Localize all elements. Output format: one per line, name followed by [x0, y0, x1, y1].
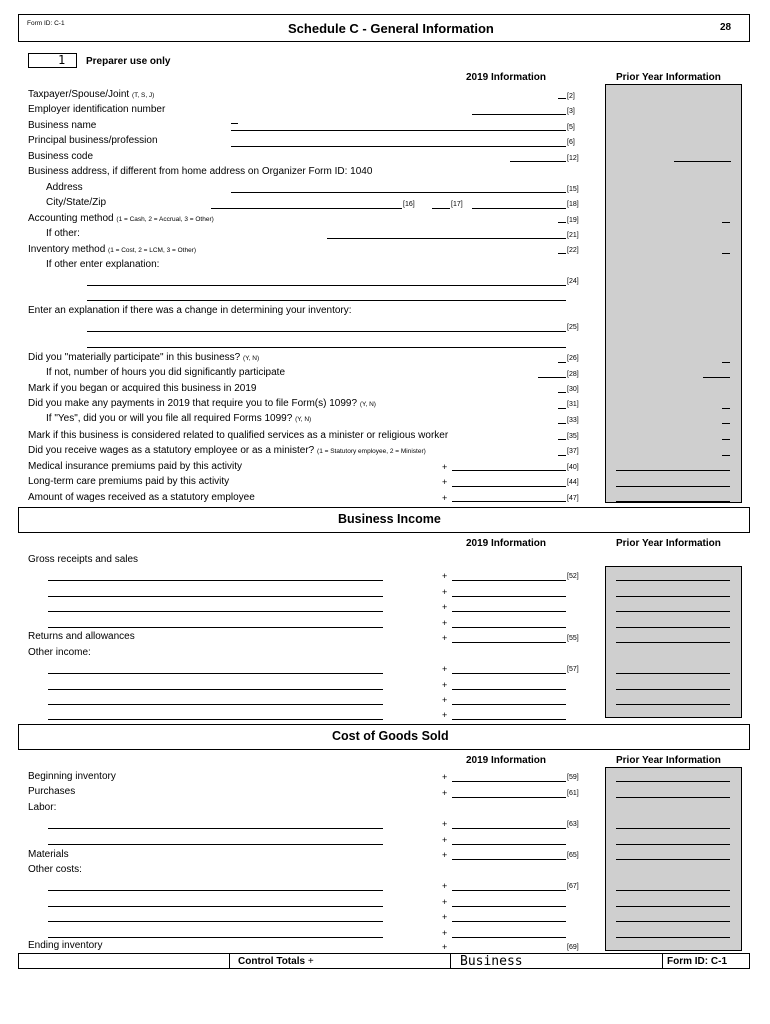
income-col-prior: Prior Year Information: [616, 538, 721, 549]
zip-field[interactable]: [472, 208, 566, 209]
ltc-label: Long-term care premiums paid by this activity: [28, 476, 230, 487]
inventory-field[interactable]: [558, 253, 566, 254]
other-costs-desc-3[interactable]: [48, 921, 383, 922]
ltc-ref: [44]: [567, 479, 579, 486]
ending-ref: [69]: [567, 944, 579, 951]
state-field[interactable]: [432, 208, 450, 209]
business-name-dash: [231, 123, 238, 124]
minister-field[interactable]: [558, 439, 566, 440]
other-income-amount-1[interactable]: [452, 673, 566, 674]
gross-desc-2[interactable]: [48, 596, 383, 597]
taxpayer-field[interactable]: [558, 98, 566, 99]
city-label: City/State/Zip: [46, 197, 107, 208]
inventory-label: Inventory method (1 = Cost, 2 = LCM, 3 = Other): [28, 244, 197, 255]
prior-gross-1: [616, 580, 730, 581]
other-costs-amount-1[interactable]: [452, 890, 566, 891]
materials-ref: [65]: [567, 852, 579, 859]
labor-amount-2[interactable]: [452, 844, 566, 845]
gross-amount-2[interactable]: [452, 596, 566, 597]
prior-materially-field: [722, 362, 730, 363]
beginning-plus: +: [442, 772, 448, 782]
labor-amount-1[interactable]: [452, 828, 566, 829]
purchases-field[interactable]: [452, 797, 566, 798]
col-header-current: 2019 Information: [466, 72, 547, 83]
materially-label: Did you "materially participate" in this business? (Y, N): [28, 352, 260, 363]
address-intro: Business address, if different from home address on Organizer Form ID: 1040: [28, 166, 373, 177]
other-costs-ref: [67]: [567, 883, 579, 890]
statutory-field[interactable]: [558, 455, 566, 456]
prior-inventory-field: [722, 253, 730, 254]
materials-plus: +: [442, 850, 448, 860]
ein-ref: [3]: [567, 108, 575, 115]
labor-label: Labor:: [28, 802, 57, 813]
gross-plus-3: +: [442, 602, 448, 612]
gross-amount-4[interactable]: [452, 627, 566, 628]
ending-plus: +: [442, 942, 448, 952]
control-totals-label: Control Totals +: [238, 956, 314, 967]
principal-label: Principal business/profession: [28, 135, 158, 146]
payments-label: Did you make any payments in 2019 that require you to file Form(s) 1099? (Y, N): [28, 398, 376, 409]
business-income-title: Business Income: [338, 512, 441, 526]
ending-label: Ending inventory: [28, 940, 103, 951]
labor-plus-2: +: [442, 835, 448, 845]
prior-other-costs-2: [616, 906, 730, 907]
inventory-other-label: If other enter explanation:: [46, 259, 160, 270]
footer-form-id: Form ID: C-1: [667, 956, 727, 967]
returns-field[interactable]: [452, 642, 566, 643]
footer-divider-3: [662, 953, 663, 969]
page-number: 28: [720, 22, 732, 33]
address-field[interactable]: [231, 192, 566, 193]
if-other-label: If other:: [46, 228, 80, 239]
inventory-other-field-2[interactable]: [87, 300, 566, 301]
prior-beginning-field: [616, 781, 730, 782]
returns-ref: [55]: [567, 635, 579, 642]
business-stamp: Business: [460, 954, 523, 969]
prior-labor-1: [616, 828, 730, 829]
gross-amount-1[interactable]: [452, 580, 566, 581]
other-income-plus-2: +: [442, 680, 448, 690]
gross-plus-4: +: [442, 618, 448, 628]
address-label: Address: [46, 182, 83, 193]
gross-plus-2: +: [442, 587, 448, 597]
prior-other-costs-3: [616, 921, 730, 922]
address-ref: [15]: [567, 186, 579, 193]
labor-desc-2[interactable]: [48, 844, 383, 845]
payments-ref: [31]: [567, 401, 579, 408]
business-name-label: Business name: [28, 120, 97, 131]
gross-label: Gross receipts and sales: [28, 554, 139, 565]
other-costs-label: Other costs:: [28, 864, 82, 875]
other-costs-desc-4[interactable]: [48, 937, 383, 938]
state-ref: [17]: [451, 201, 463, 208]
change-label: Enter an explanation if there was a change in determining your inventory:: [28, 305, 352, 316]
cogs-col-current: 2019 Information: [466, 755, 547, 766]
prior-ltc-field: [616, 486, 730, 487]
prior-filed-field: [722, 423, 730, 424]
other-income-ref: [57]: [567, 666, 579, 673]
prior-returns-field: [616, 642, 730, 643]
medical-ref: [40]: [567, 464, 579, 471]
other-income-amount-3[interactable]: [452, 704, 566, 705]
prior-other-income-2: [616, 689, 730, 690]
payments-field[interactable]: [558, 408, 566, 409]
ltc-field[interactable]: [452, 486, 566, 487]
change-field-1[interactable]: [87, 331, 566, 332]
col-header-prior: Prior Year Information: [616, 72, 721, 83]
ein-label: Employer identification number: [28, 104, 166, 115]
prior-other-costs-4: [616, 937, 730, 938]
preparer-label: Preparer use only: [86, 56, 171, 67]
ltc-plus: +: [442, 477, 448, 487]
medical-plus: +: [442, 462, 448, 472]
prior-payments-field: [722, 408, 730, 409]
zip-ref: [18]: [567, 201, 579, 208]
business-code-label: Business code: [28, 151, 94, 162]
if-other-field[interactable]: [327, 238, 566, 239]
other-income-desc-1[interactable]: [48, 673, 383, 674]
header-form-id: Form ID: C-1: [27, 20, 65, 27]
wages-plus: +: [442, 493, 448, 503]
income-col-current: 2019 Information: [466, 538, 547, 549]
hours-ref: [28]: [567, 371, 579, 378]
prior-minister-field: [722, 439, 730, 440]
other-income-plus-1: +: [442, 664, 448, 674]
purchases-plus: +: [442, 788, 448, 798]
filed-field[interactable]: [558, 423, 566, 424]
if-other-ref: [21]: [567, 232, 579, 239]
labor-ref: [63]: [567, 821, 579, 828]
inventory-other-field-1[interactable]: [87, 285, 566, 286]
gross-plus-1: +: [442, 571, 448, 581]
business-name-ref: [5]: [567, 124, 575, 131]
wages-ref: [47]: [567, 495, 579, 502]
inventory-other-ref: [24]: [567, 278, 579, 285]
other-costs-amount-4[interactable]: [452, 937, 566, 938]
principal-field[interactable]: [231, 146, 566, 147]
cogs-col-prior: Prior Year Information: [616, 755, 721, 766]
other-costs-plus-2: +: [442, 897, 448, 907]
beginning-field[interactable]: [452, 781, 566, 782]
minister-ref: [35]: [567, 433, 579, 440]
beginning-label: Beginning inventory: [28, 771, 116, 782]
began-label: Mark if you began or acquired this business in 2019: [28, 383, 257, 394]
other-income-desc-2[interactable]: [48, 689, 383, 690]
city-ref: [16]: [403, 201, 415, 208]
materially-field[interactable]: [558, 362, 566, 363]
gross-amount-3[interactable]: [452, 611, 566, 612]
gross-ref: [52]: [567, 573, 579, 580]
prior-gross-3: [616, 611, 730, 612]
other-income-amount-4[interactable]: [452, 719, 566, 720]
other-income-desc-4[interactable]: [48, 719, 383, 720]
other-income-amount-2[interactable]: [452, 689, 566, 690]
medical-label: Medical insurance premiums paid by this activity: [28, 461, 242, 472]
other-income-plus-3: +: [442, 695, 448, 705]
began-field[interactable]: [558, 392, 566, 393]
medical-field[interactable]: [452, 470, 566, 471]
business-name-field[interactable]: [231, 130, 566, 131]
prior-accounting-field: [722, 222, 730, 223]
other-costs-desc-2[interactable]: [48, 906, 383, 907]
footer-bar: [18, 953, 750, 969]
materially-ref: [26]: [567, 355, 579, 362]
returns-plus: +: [442, 633, 448, 643]
accounting-ref: [19]: [567, 217, 579, 224]
other-costs-plus-3: +: [442, 912, 448, 922]
prior-year-panel-general: [605, 84, 742, 503]
prior-other-income-1: [616, 673, 730, 674]
accounting-label: Accounting method (1 = Cash, 2 = Accrual, 3 = Other): [28, 213, 214, 224]
prior-other-costs-1: [616, 890, 730, 891]
cogs-title: Cost of Goods Sold: [332, 729, 449, 743]
hours-field[interactable]: [538, 377, 566, 378]
prior-statutory-field: [722, 455, 730, 456]
materials-field[interactable]: [452, 859, 566, 860]
inventory-ref: [22]: [567, 247, 579, 254]
other-costs-amount-3[interactable]: [452, 921, 566, 922]
statutory-ref: [37]: [567, 448, 579, 455]
returns-label: Returns and allowances: [28, 631, 135, 642]
page-title: Schedule C - General Information: [288, 21, 494, 36]
other-costs-desc-1[interactable]: [48, 890, 383, 891]
ein-field[interactable]: [472, 114, 566, 115]
preparer-value: 1: [58, 53, 66, 67]
other-income-desc-3[interactable]: [48, 704, 383, 705]
preparer-box[interactable]: [28, 53, 77, 68]
prior-materials-field: [616, 859, 730, 860]
prior-hours-field: [703, 377, 730, 378]
prior-business-code-field: [674, 161, 731, 162]
accounting-field[interactable]: [558, 222, 566, 223]
business-code-field[interactable]: [510, 161, 566, 162]
other-costs-amount-2[interactable]: [452, 906, 566, 907]
other-costs-plus-4: +: [442, 928, 448, 938]
principal-ref: [6]: [567, 139, 575, 146]
other-income-label: Other income:: [28, 647, 91, 658]
beginning-ref: [59]: [567, 774, 579, 781]
business-code-ref: [12]: [567, 155, 579, 162]
gross-desc-4[interactable]: [48, 627, 383, 628]
purchases-label: Purchases: [28, 786, 76, 797]
materials-label: Materials: [28, 849, 69, 860]
wages-label: Amount of wages received as a statutory employee: [28, 492, 255, 503]
wages-field[interactable]: [452, 501, 566, 502]
filed-label: If "Yes", did you or will you file all required Forms 1099? (Y, N): [46, 413, 312, 424]
began-ref: [30]: [567, 386, 579, 393]
taxpayer-ref: [2]: [567, 93, 575, 100]
other-income-plus-4: +: [442, 710, 448, 720]
other-costs-plus-1: +: [442, 881, 448, 891]
purchases-ref: [61]: [567, 790, 579, 797]
prior-gross-4: [616, 627, 730, 628]
prior-medical-field: [616, 470, 730, 471]
prior-labor-2: [616, 844, 730, 845]
minister-label: Mark if this business is considered related to qualified services as a minister or religious worker: [28, 430, 449, 441]
footer-divider-1: [229, 953, 230, 969]
city-field[interactable]: [211, 208, 402, 209]
hours-label: If not, number of hours you did significantly participate: [46, 367, 286, 378]
footer-divider-2: [450, 953, 451, 969]
filed-ref: [33]: [567, 417, 579, 424]
prior-purchases-field: [616, 797, 730, 798]
prior-wages-field: [616, 501, 730, 502]
gross-desc-1[interactable]: [48, 580, 383, 581]
change-ref: [25]: [567, 324, 579, 331]
labor-desc-1[interactable]: [48, 828, 383, 829]
prior-other-income-3: [616, 704, 730, 705]
prior-gross-2: [616, 596, 730, 597]
statutory-label: Did you receive wages as a statutory employee or as a minister? (1 = Statutory employee, 2 = Minister): [28, 445, 426, 456]
taxpayer-label: Taxpayer/Spouse/Joint (T, S, J): [28, 89, 155, 100]
change-field-2[interactable]: [87, 347, 566, 348]
gross-desc-3[interactable]: [48, 611, 383, 612]
labor-plus-1: +: [442, 819, 448, 829]
